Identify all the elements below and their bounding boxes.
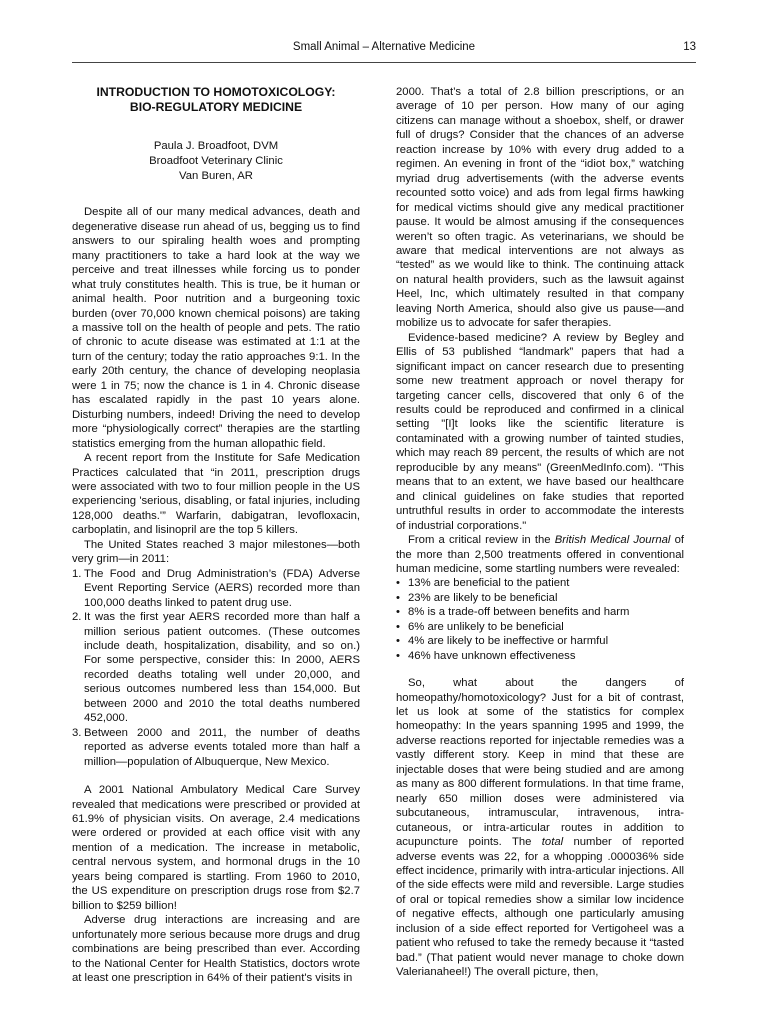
page-number: 13: [683, 41, 696, 53]
text-run: From a critical review in the: [408, 534, 555, 547]
paragraph: The United States reached 3 major milestones—both very grim—in 2011:: [72, 538, 360, 566]
list-item: [396, 649, 684, 663]
list-number: 1.: [72, 567, 82, 580]
list-item-text: 4% are likely to be ineffective or harmful: [408, 635, 609, 648]
byline: [72, 139, 360, 183]
list-item-text: 13% are beneficial to the patient: [408, 577, 570, 590]
list-item: [72, 726, 360, 769]
bullet-icon: •: [396, 635, 400, 648]
list-item-text: It was the first year AERS recorded more than half a million serious patient outcomes. (These outcomes include death, hospitalization, disability, and so on.) For some perspective, consider this: In 2000, AERS recorded deaths totaling well under 20,000, and serious outcomes numbered less than 154,000. But between 2000 and 2010 the total deaths numbered 452,000.: [84, 611, 360, 725]
list-item: [72, 610, 360, 726]
right-column: [396, 85, 684, 980]
text-run: So, what about the dangers of homeopathy/homotoxicology? Just for a bit of contrast, let us look at some of the statistics for complex homeopathy: In the years spanning 1995 and 1999, the adverse reactions reported for injectable remedies was a vastly different story. Keep in mind that these are injectable doses that were being studied and are among as many as 800 different formulations. In that time frame, nearly 650 million doses were administered via subcutaneous, intramuscular, intravenous, intra-cutaneous, or intra-articular routes in addition to acupuncture points. The: [396, 677, 684, 849]
bullet-icon: •: [396, 577, 400, 590]
bullet-icon: •: [396, 649, 400, 662]
bullet-icon: •: [396, 606, 400, 619]
list-item-text: 23% are likely to be beneficial: [408, 591, 558, 604]
paragraph: Evidence-based medicine? A review by Begley and Ellis of 53 published “landmark” papers that had a significant impact on cancer research due to presenting some new treatment approach or novel therapy for targeting cancer cells, discovered that only 6 of the results could be reproduced and confirmed in a clinical setting "[I]t looks like the scientific literature is contaminated with a growing number of tainted studies, which may reach 89 percent, the results of which are not reproducible by any means" (GreenMedInfo.com). "This means that to an extent, we have based our healthcare and clinical guidelines on fake studies that reported untruthful results in order to accommodate the interests of industrial corporations.": [396, 331, 684, 532]
list-item-text: The Food and Drug Administration’s (FDA) Adverse Event Reporting Service (AERS) recorded more than 100,000 deaths linked to patent drug use.: [84, 567, 360, 609]
running-header-title: Small Animal – Alternative Medicine: [292, 41, 476, 53]
paragraph: A 2001 National Ambulatory Medical Care Survey revealed that medications were prescribed or provided at 61.9% of physician visits. On average, 2.4 medications were ordered or provided at each office visit with any mention of a medication. The increase in metabolic, central nervous system, and hormonal drugs in the 10 years being compared is startling. From 1960 to 2010, the US expenditure on prescription drugs rose from $2.7 billion to $259 billion!: [72, 784, 360, 912]
paragraph: Despite all of our many medical advances, death and degenerative disease run ahead of us, begging us to find answers to our spiraling health woes and prompting many practitioners to take a hard look at the way we perceive and treat illnesses while forcing us to ponder what truly constitutes health. This is true, be it human or animal health. Poor nutrition and a burgeoning toxic burden (over 70,000 known chemical poisons) are taking a massive toll on the health of people and pets. The ratio of chronic to acute disease was estimated at 1:1 at the turn of the century; today the ratio approaches 9:1. In the early 20th century, the chance of developing neoplasia were 1 in 75; now the chance is 1 in 4. Chronic disease has escalated rapidly in the past 10 years alone. Disturbing numbers, indeed! Driving the need to develop more “physiologically correct” therapies are the startling statistics emerging from the human allopathic field.: [72, 206, 360, 450]
paragraph: Adverse drug interactions are increasing and are unfortunately more serious because more drugs and drug combinations are being prescribed than ever. According to the National Center for Health Statistics, doctors wrote at least one prescription in 64% of their patient's visits in: [72, 914, 360, 984]
list-item: [396, 591, 684, 605]
text-run: number of reported adverse events was 22, for a whopping .000036% side effect incidence, primarily with intra-articular injections. All of the side effects were mild and reversible. Large studies of oral or topical remedies show a similar low incidence of negative effects, although one particularly amusing inclusion of a side effect reported for Vertigoheel was a patient who refused to take the remedy because it “tasted bad.” (That patient would never manage to choke down Valerianaheel!) The overall picture, then,: [396, 836, 685, 979]
clinic-name: Broadfoot Veterinary Clinic: [149, 154, 283, 167]
running-header: [72, 40, 696, 63]
journal-title: British Medical Journal: [554, 534, 671, 547]
milestones-list: [72, 567, 360, 769]
emphasis: total: [541, 836, 564, 849]
list-number: 2.: [72, 611, 82, 624]
clinic-location: Van Buren, AR: [179, 169, 253, 182]
text-run: of the more than 2,500 treatments offered in conventional human medicine, some startling numbers were revealed:: [396, 534, 684, 575]
paragraph: 2000. That’s a total of 2.8 billion prescriptions, or an average of 10 per person. How many of our aging citizens can manage without a shoebox, shelf, or drawer full of drugs? Consider that the chances of an adverse reaction increase by 10% with every drug added to a regimen. An evening in front of the “idiot box,” watching myriad drug advertisements (with the adverse events recounted sotto voice) and ads from legal firms hawking for medical victims should give any medical practitioner pause. It would be almost amusing if the consequences weren’t so often tragic. As veterinarians, we should be aware that medical interventions are not always as “tested” as we would like to think. The continuing attack on natural health providers, such as the lawsuit against Heel, Inc, which ultimately resulted in that company leaving North America, should also give us pause—and mobilize us to advocate for safer therapies.: [396, 86, 684, 330]
list-item-text: 8% is a trade-off between benefits and harm: [408, 606, 630, 619]
paragraph: [396, 533, 684, 576]
list-item: [396, 620, 684, 634]
list-item: [396, 576, 684, 590]
bullet-icon: •: [396, 620, 400, 633]
paragraph: [396, 676, 684, 980]
article-title-line-1: INTRODUCTION TO HOMOTOXICOLOGY:: [96, 85, 336, 99]
list-item-text: 46% have unknown effectiveness: [408, 649, 576, 662]
list-item: [396, 605, 684, 619]
list-number: 3.: [72, 726, 82, 739]
list-item: [396, 634, 684, 648]
paragraph: A recent report from the Institute for Safe Medication Practices calculated that “in 2011, prescription drugs were associated with two to four million people in the US experiencing 'serious, disabling, or fatal injuries, including 128,000 deaths.'” Warfarin, dabigatran, levofloxacin, carboplatin, and lisinopril are the top 5 killers.: [72, 452, 360, 537]
spacer: [72, 769, 360, 783]
article-title-line-2: BIO-REGULATORY MEDICINE: [129, 100, 303, 114]
list-item: [72, 567, 360, 610]
list-item-text: Between 2000 and 2011, the number of deaths reported as adverse events totaled more than half a million—population of Albuquerque, New Mexico.: [84, 726, 360, 768]
list-item-text: 6% are unlikely to be beneficial: [408, 620, 564, 633]
author-name: Paula J. Broadfoot, DVM: [153, 140, 279, 152]
article-title: [72, 85, 360, 115]
statistics-list: [396, 576, 684, 663]
bullet-icon: •: [396, 591, 400, 604]
left-column: [72, 85, 360, 985]
